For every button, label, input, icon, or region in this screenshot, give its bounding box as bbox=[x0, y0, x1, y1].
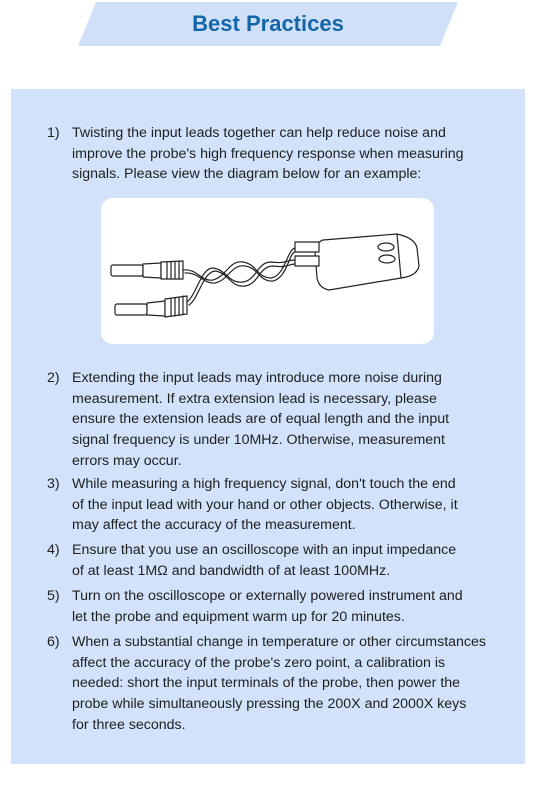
item-line: signals. Please view the diagram below for an example: bbox=[72, 166, 422, 183]
item-number: 3) bbox=[47, 476, 60, 492]
item-line: Extending the input leads may introduce more noise during bbox=[72, 370, 442, 386]
item-line: needed: short the input terminals of the probe, then power the bbox=[72, 675, 461, 692]
list-item-2 bbox=[47, 368, 492, 472]
item-line: errors may occur. bbox=[72, 452, 182, 469]
item-line: Turn on the oscilloscope or externally powered instrument and bbox=[72, 588, 463, 604]
item-line: Ensure that you use an oscilloscope with an input impedance bbox=[72, 542, 457, 558]
item-line: affect the accuracy of the probe's zero point, a calibration is bbox=[72, 654, 446, 671]
item-number: 6) bbox=[47, 634, 60, 650]
item-line: may affect the accuracy of the measurement. bbox=[72, 517, 356, 534]
item-line: for three seconds. bbox=[72, 716, 186, 733]
page-title: Best Practices bbox=[192, 11, 344, 36]
diagram-card bbox=[101, 198, 434, 344]
item-line: of at least 1MΩ and bandwidth of at least 100MHz. bbox=[72, 562, 391, 579]
title-banner bbox=[78, 2, 458, 46]
item-number: 1) bbox=[47, 125, 60, 141]
twisted-leads-diagram bbox=[101, 198, 434, 344]
item-line: let the probe and equipment warm up for 20 minutes. bbox=[72, 608, 405, 625]
item-number: 2) bbox=[47, 370, 60, 386]
list-item-6 bbox=[47, 632, 492, 736]
item-line: improve the probe's high frequency response when measuring bbox=[72, 145, 464, 162]
item-line: of the input lead with your hand or other objects. Otherwise, it bbox=[72, 496, 458, 513]
list-item-3 bbox=[47, 474, 492, 536]
item-line: probe while simultaneously pressing the 200X and 2000X keys bbox=[72, 696, 467, 713]
list-item-5 bbox=[47, 586, 492, 627]
item-line: Twisting the input leads together can help reduce noise and bbox=[72, 125, 446, 141]
item-line: measurement. If extra extension lead is necessary, please bbox=[72, 390, 437, 407]
item-line: When a substantial change in temperature or other circumstances bbox=[72, 634, 487, 650]
list-item-1 bbox=[47, 123, 492, 185]
item-line: While measuring a high frequency signal, don't touch the end bbox=[72, 476, 456, 492]
item-number: 5) bbox=[47, 588, 60, 604]
item-number: 4) bbox=[47, 542, 60, 558]
item-line: signal frequency is under 10MHz. Otherwise, measurement bbox=[72, 432, 445, 449]
list-item-4 bbox=[47, 540, 492, 581]
item-line: ensure the extension leads are of equal length and the input bbox=[72, 411, 450, 428]
